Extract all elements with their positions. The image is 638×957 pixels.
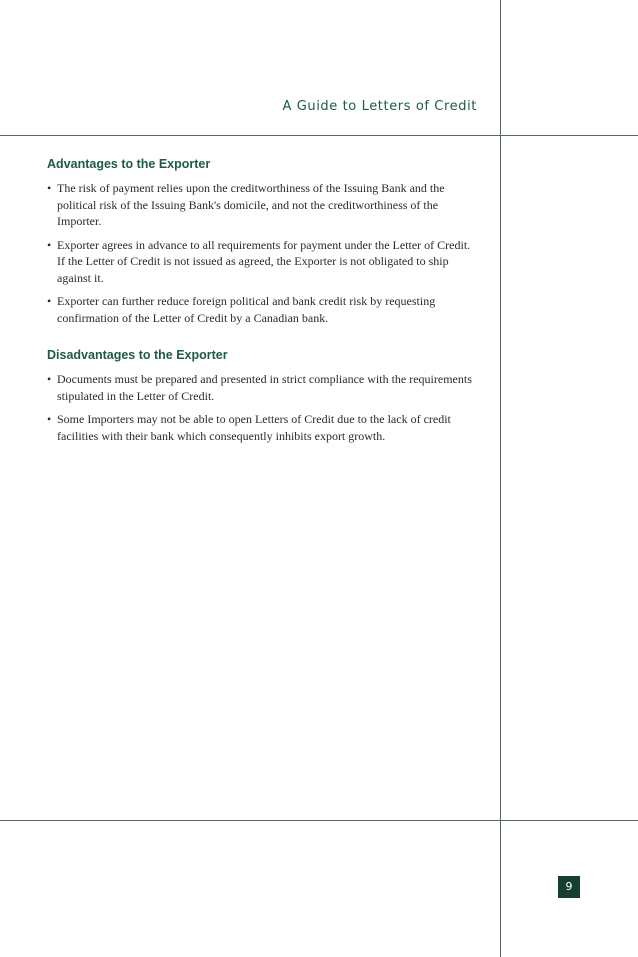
list-item-text: Exporter can further reduce foreign political and bank credit risk by requesting confirmation of the Letter of Credit by a Canadian bank. [57,294,436,325]
list-item [47,237,479,287]
list-item-text: The risk of payment relies upon the creditworthiness of the Issuing Bank and the political risk of the Issuing Bank's domicile, and not the creditworthiness of the Importer. [57,181,445,228]
advantages-list [47,180,479,326]
list-item [47,411,479,444]
vertical-rule [500,0,501,957]
running-header-title: A Guide to Letters of Credit [282,99,477,114]
list-item [47,293,479,326]
advantages-section [47,157,479,326]
page-number-badge: 9 [558,876,580,898]
header-rule [0,135,638,136]
bullet-icon: • [47,181,52,195]
bullet-icon: • [47,412,52,426]
footer-rule [0,820,638,821]
main-content [47,157,479,451]
disadvantages-heading: Disadvantages to the Exporter [47,348,228,362]
advantages-heading: Advantages to the Exporter [47,157,211,171]
list-item [47,371,479,404]
list-item-text: Documents must be prepared and presented in strict compliance with the requirements stipulated in the Letter of Credit. [57,372,472,403]
bullet-icon: • [47,372,52,386]
bullet-icon: • [47,294,52,308]
list-item [47,180,479,230]
disadvantages-list [47,371,479,444]
list-item-text: Some Importers may not be able to open Letters of Credit due to the lack of credit facilities with their bank which consequently inhibits export growth. [57,412,451,443]
bullet-icon: • [47,237,52,252]
list-item-text: Exporter agrees in advance to all requirements for payment under the Letter of Credit. If the Letter of Credit is not issued as agreed, the Exporter is not obligated to ship against it. [57,237,471,285]
disadvantages-section [47,348,479,444]
